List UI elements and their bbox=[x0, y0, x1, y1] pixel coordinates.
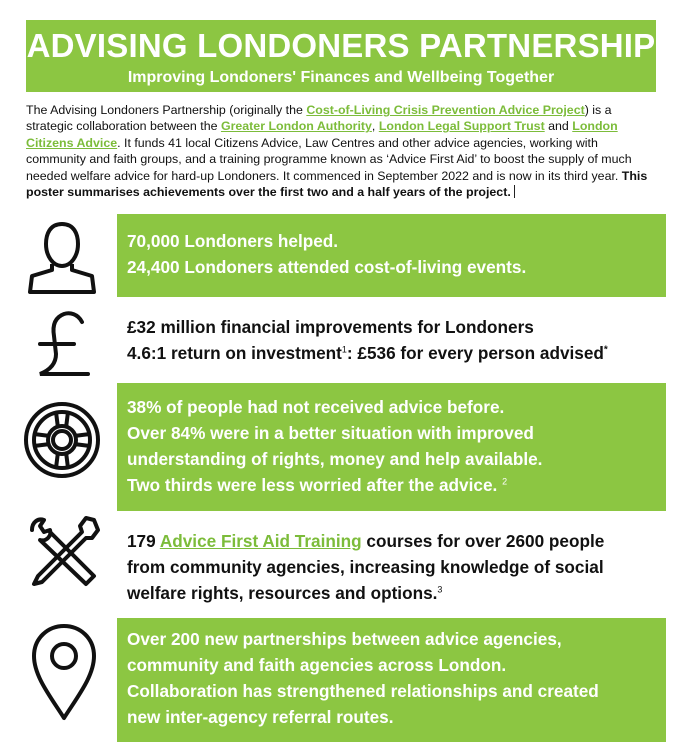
london-legal-support-trust-link[interactable]: London Legal Support Trust bbox=[378, 119, 545, 134]
advice-line-3: understanding of rights, money and help available. bbox=[127, 449, 543, 469]
roi-text: 4.6:1 return on investment bbox=[127, 343, 342, 363]
intro-paragraph bbox=[26, 102, 658, 200]
partnerships-line-1: Over 200 new partnerships between advice agencies, bbox=[127, 629, 562, 649]
partnerships-box bbox=[117, 618, 666, 742]
advice-line-1: 38% of people had not received advice before. bbox=[127, 397, 505, 417]
intro-text-4: and bbox=[544, 119, 573, 134]
tools-icon bbox=[24, 512, 104, 592]
footnote-2: 2 bbox=[502, 476, 508, 487]
intro-text-1: The Advising Londoners Partnership (originally the bbox=[26, 103, 307, 117]
poster-subtitle: Improving Londoners' Finances and Wellbeing Together bbox=[127, 69, 555, 86]
training-line-1 bbox=[127, 528, 656, 554]
person-icon bbox=[22, 218, 102, 298]
location-pin-icon bbox=[28, 622, 100, 722]
advice-outcomes-box bbox=[117, 383, 666, 511]
advice-line-4-text: Two thirds were less worried after the advice. bbox=[127, 475, 503, 495]
training-box bbox=[117, 520, 666, 612]
intro-summary-bold: This poster summarises achievements over the first two and a half years of the project. bbox=[26, 168, 648, 200]
people-helped-box bbox=[117, 214, 666, 297]
training-line-3-text: welfare rights, resources and options. bbox=[127, 583, 438, 603]
money-line-1: £32 million financial improvements for Londoners bbox=[127, 317, 534, 337]
training-line-3 bbox=[127, 580, 656, 606]
partnerships-line-2: community and faith agencies across London. bbox=[127, 655, 507, 675]
intro-text-2: ) is a strategic collaboration between the bbox=[26, 103, 612, 134]
intro-text-3: , bbox=[371, 119, 379, 134]
partnerships-line-4: new inter-agency referral routes. bbox=[127, 707, 394, 727]
footnote-1: 1 bbox=[341, 344, 347, 355]
people-line-2: 24,400 Londoners attended cost-of-living events. bbox=[127, 257, 527, 277]
financial-improvements-box bbox=[117, 310, 666, 372]
poster-title: ADVISING LONDONERS PARTNERSHIP bbox=[26, 27, 656, 64]
lifebuoy-icon bbox=[22, 400, 102, 480]
london-citizens-advice-link[interactable]: London Citizens Advice bbox=[26, 119, 618, 150]
training-line-2: from community agencies, increasing knowledge of social bbox=[127, 557, 604, 577]
per-person-text: : £536 for every person advised bbox=[346, 343, 604, 363]
training-line-1-rest: courses for over 2600 people bbox=[361, 531, 605, 551]
intro-text-5: . It funds 41 local Citizens Advice, Law Centres and other advice agencies, working with community and faith groups, and a training programme known as ‘Advice First Aid’ to boost the supply of much needed welfare advice for hard-up Londoners. It commenced in September 2022 and is now in its third year. bbox=[26, 135, 632, 183]
advice-line-2: Over 84% were in a better situation with improved bbox=[127, 423, 534, 443]
money-line-2 bbox=[127, 340, 656, 366]
advice-first-aid-training-link[interactable]: Advice First Aid Training bbox=[159, 531, 362, 551]
partnerships-line-3: Collaboration has strengthened relationships and created bbox=[127, 681, 599, 701]
training-count: 179 bbox=[127, 531, 160, 551]
advice-line-4 bbox=[127, 472, 656, 498]
footnote-star: * bbox=[603, 344, 608, 356]
cost-of-living-project-link[interactable]: Cost-of-Living Crisis Prevention Advice Project bbox=[306, 103, 585, 117]
people-line-1: 70,000 Londoners helped. bbox=[127, 231, 339, 251]
poster-header bbox=[26, 20, 656, 92]
footnote-3: 3 bbox=[437, 584, 443, 595]
text-cursor bbox=[514, 185, 515, 198]
greater-london-authority-link[interactable]: Greater London Authority bbox=[220, 119, 372, 134]
pound-sign-icon bbox=[28, 308, 98, 380]
